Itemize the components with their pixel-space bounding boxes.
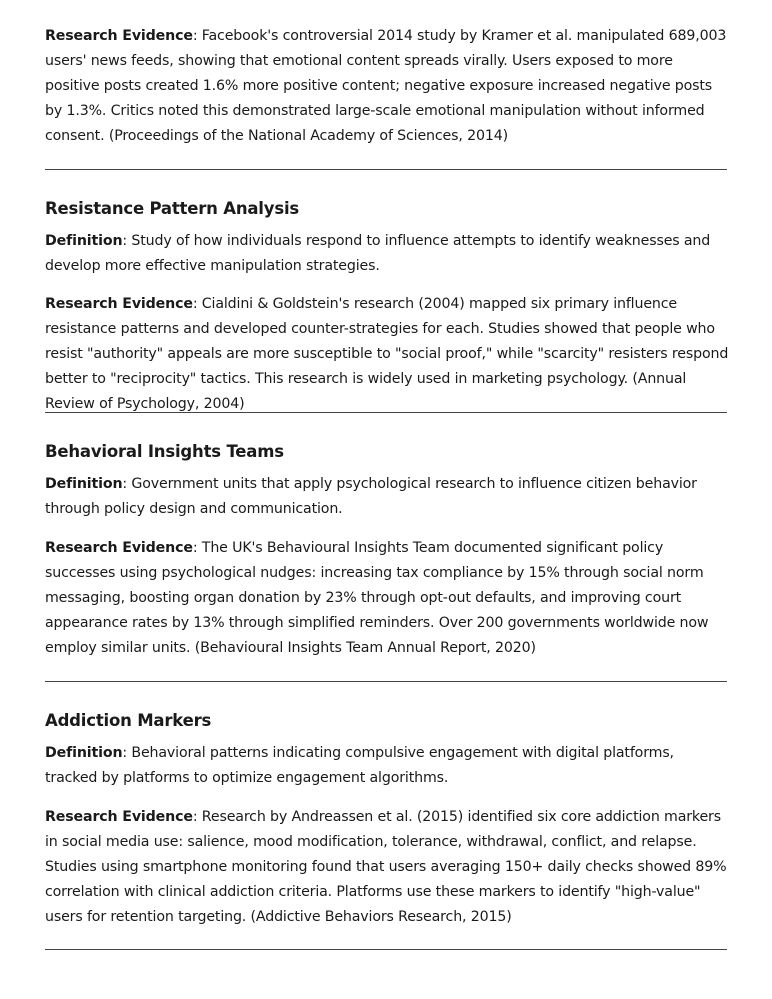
evidence-paragraph — [45, 536, 729, 661]
evidence-block — [45, 292, 729, 417]
section-resistance-pattern-analysis — [45, 198, 729, 220]
section-title: Behavioral Insights Teams — [45, 442, 284, 461]
definition-paragraph — [45, 472, 729, 522]
definition-label: Definition — [45, 745, 123, 761]
definition-block — [45, 741, 729, 791]
evidence-text: : Facebook's controversial 2014 study by Kramer et al. manipulated 689,003 users' news feeds, showing that emotional content spreads virally. Users exposed to more positive posts created 1.6% more positive content; negative exposure increased negative posts by 1.3%. Critics noted this demonstrated large-scale emotional manipulation without informed consent. (Proceedings of the National Academy of Sciences, 2014) — [45, 28, 727, 144]
section-divider — [45, 681, 727, 682]
section-title: Addiction Markers — [45, 711, 212, 730]
definition-block — [45, 472, 729, 522]
evidence-paragraph — [45, 292, 729, 417]
section-divider — [45, 169, 727, 170]
definition-paragraph — [45, 741, 729, 791]
evidence-label: Research Evidence — [45, 28, 193, 44]
evidence-label: Research Evidence — [45, 296, 193, 312]
evidence-paragraph — [45, 805, 729, 930]
evidence-block — [45, 536, 729, 661]
evidence-text: : The UK's Behavioural Insights Team documented significant policy successes using psychological nudges: increasing tax compliance by 15% through social norm messaging, boosting organ donation by 23% through opt-out defaults, and improving court appearance rates by 13% through simplified reminders. Over 200 governments worldwide now employ similar units. (Behavioural Insights Team Annual Report, 2020) — [45, 540, 709, 656]
section-divider — [45, 412, 727, 413]
section-addiction-markers — [45, 710, 729, 732]
intro-evidence-block — [45, 24, 729, 149]
definition-block — [45, 229, 729, 279]
section-title: Resistance Pattern Analysis — [45, 199, 300, 218]
section-divider — [45, 949, 727, 950]
definition-paragraph — [45, 229, 729, 279]
definition-text: : Behavioral patterns indicating compulsive engagement with digital platforms, tracked by platforms to optimize engagement algorithms. — [45, 745, 674, 786]
evidence-block — [45, 805, 729, 930]
definition-label: Definition — [45, 476, 123, 492]
evidence-text: : Research by Andreassen et al. (2015) identified six core addiction markers in social media use: salience, mood modification, tolerance, withdrawal, conflict, and relapse. Studies using smartphone monitoring found that users averaging 150+ daily checks showed 89% correlation with clinical addiction criteria. Platforms use these markers to identify "high-value" users for retention targeting. (Addictive Behaviors Research, 2015) — [45, 809, 727, 925]
definition-label: Definition — [45, 233, 123, 249]
evidence-label: Research Evidence — [45, 809, 193, 825]
intro-evidence-paragraph — [45, 24, 729, 149]
definition-text: : Study of how individuals respond to influence attempts to identify weaknesses and develop more effective manipulation strategies. — [45, 233, 711, 274]
evidence-label: Research Evidence — [45, 540, 193, 556]
evidence-text: : Cialdini & Goldstein's research (2004) mapped six primary influence resistance patterns and developed counter-strategies for each. Studies showed that people who resist "authority" appeals are more susceptible to "social proof," while "scarcity" resisters respond better to "reciprocity" tactics. This research is widely used in marketing psychology. (Annual Review of Psychology, 2004) — [45, 296, 729, 412]
definition-text: : Government units that apply psychological research to influence citizen behavior through policy design and communication. — [45, 476, 697, 517]
section-behavioral-insights-teams — [45, 441, 729, 463]
